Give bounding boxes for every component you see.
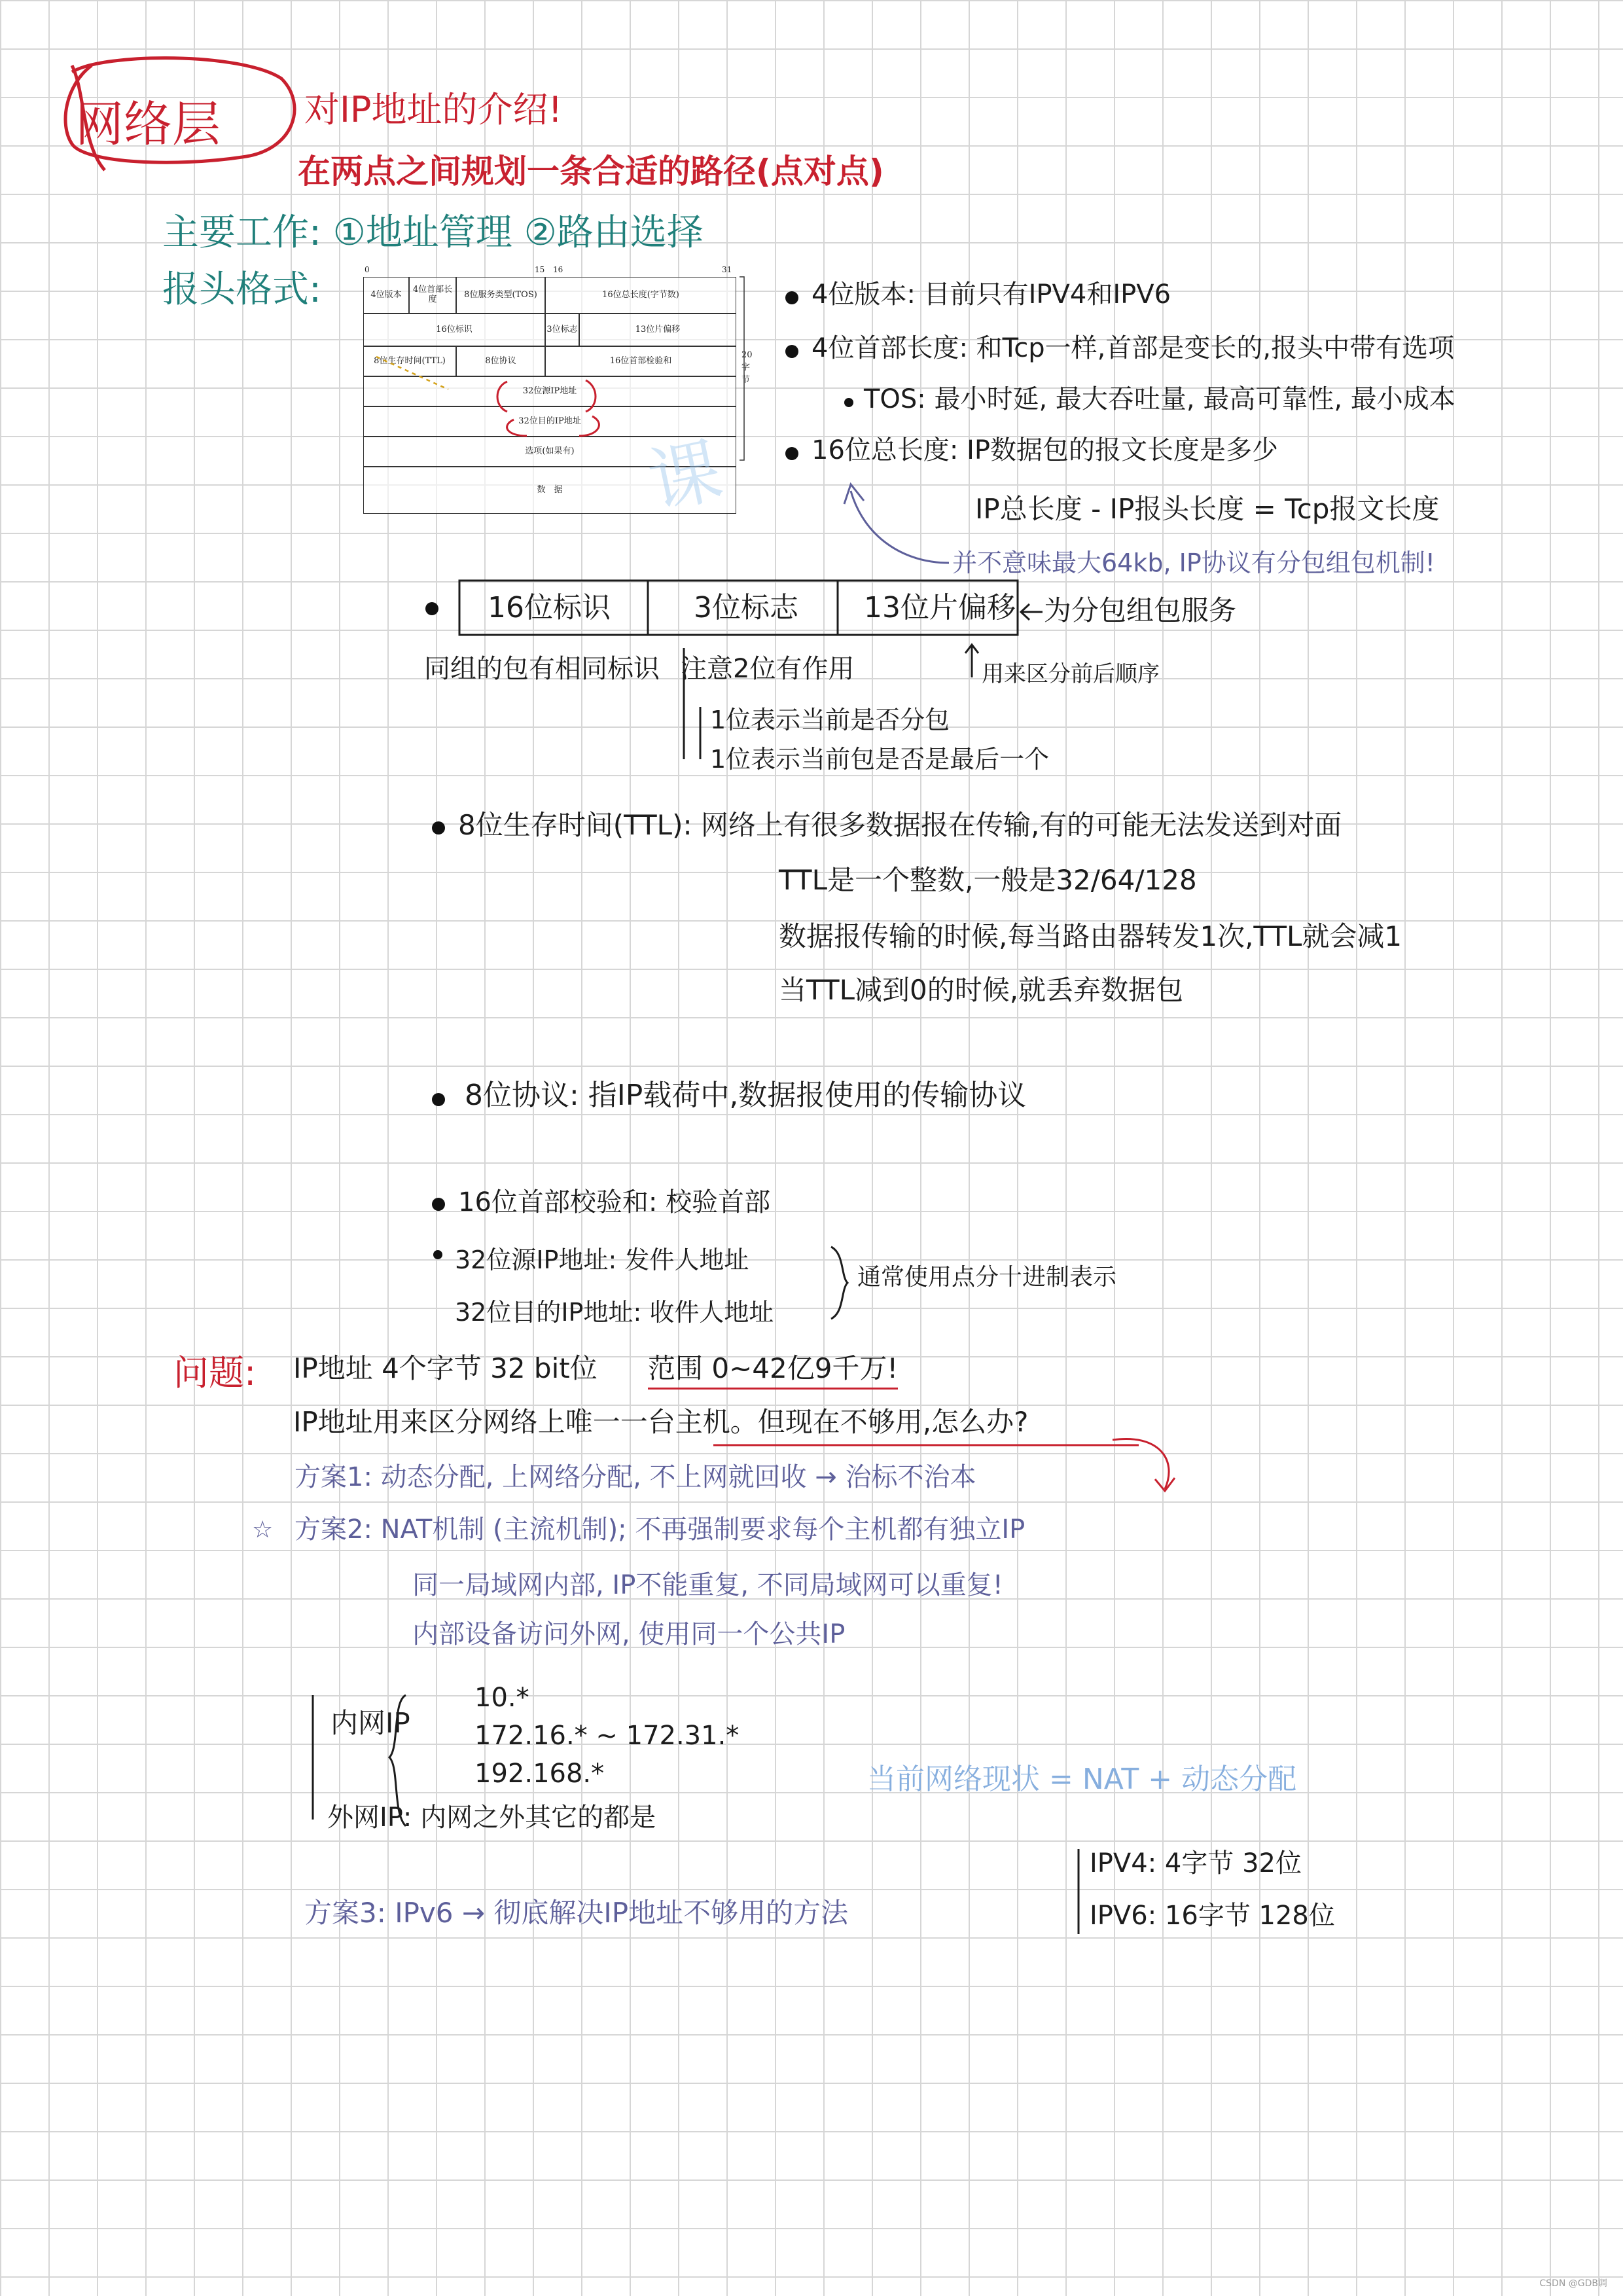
note-flag2: 1位表示当前包是否是最后一个 bbox=[710, 745, 1050, 774]
header-format-label: 报头格式: bbox=[162, 268, 321, 311]
protocol-note: 8位协议: 指IP载荷中,数据报使用的传输协议 bbox=[465, 1079, 1027, 1112]
offset-arrow-up bbox=[962, 641, 982, 681]
inner-ip-b: 172.16.* ~ 172.31.* bbox=[474, 1721, 740, 1751]
cell-total-length: 16位总长度(字节数) bbox=[545, 277, 736, 314]
bullet bbox=[785, 345, 798, 358]
problem-range: 范围 0~42亿9千万! bbox=[648, 1354, 898, 1390]
plan3: 方案3: IPv6 → 彻底解决IP地址不够用的方法 bbox=[304, 1897, 849, 1929]
plan2-head: 方案2: NAT机制 (主流机制); 不再强制要求每个主机都有独立IP bbox=[294, 1515, 1026, 1545]
bullet bbox=[432, 1093, 445, 1106]
bullet bbox=[785, 291, 798, 304]
plan2-star: ☆ bbox=[252, 1516, 274, 1543]
ip-highlight-loops bbox=[488, 374, 618, 433]
frag-flags: 3位标志 bbox=[694, 591, 798, 624]
side-20-bytes: 20字节 bbox=[741, 350, 753, 385]
note-offset: 用来区分前后顺序 bbox=[982, 661, 1160, 687]
dst-ip-note: 32位目的IP地址: 收件人地址 bbox=[455, 1298, 774, 1327]
inner-ip-a: 10.* bbox=[474, 1683, 529, 1713]
cell-header-length: 4位首部长度 bbox=[409, 277, 456, 314]
problem-label: 问题: bbox=[173, 1352, 257, 1393]
title-plan: 在两点之间规划一条合适的路径(点对点) bbox=[298, 152, 884, 190]
plan1-arrow bbox=[1106, 1433, 1185, 1499]
cell-data: 数 据 bbox=[363, 467, 736, 514]
note-tos: TOS: 最小时延, 最大吞吐量, 最高可靠性, 最小成本 bbox=[864, 384, 1455, 414]
bit-31: 31 bbox=[722, 265, 732, 274]
note-flags-effect: 注意2位有作用 bbox=[681, 654, 855, 684]
cell-identification: 16位标识 bbox=[363, 314, 545, 346]
main-work: 主要工作: ①地址管理 ②路由选择 bbox=[162, 211, 704, 254]
problem-text: IP地址 4个字节 32 bit位 bbox=[293, 1352, 597, 1384]
src-ip-note: 32位源IP地址: 发件人地址 bbox=[455, 1246, 749, 1274]
ttl-line2: TTL是一个整数,一般是32/64/128 bbox=[779, 864, 1197, 896]
ttl-line4: 当TTL减到0的时候,就丢弃数据包 bbox=[779, 974, 1184, 1006]
cell-tos: 8位服务类型(TOS) bbox=[456, 277, 545, 314]
cell-flags: 3位标志 bbox=[545, 314, 579, 346]
note-length-formula: IP总长度 - IP报头长度 = Tcp报文长度 bbox=[975, 493, 1440, 525]
note-64kb: 并不意味最大64kb, IP协议有分包组包机制! bbox=[952, 548, 1435, 577]
curved-arrow bbox=[838, 478, 969, 576]
bullet bbox=[425, 602, 438, 615]
watermark-char: 课 bbox=[641, 427, 729, 525]
frag-offset: 13位片偏移 bbox=[864, 591, 1016, 624]
bullet bbox=[785, 447, 798, 460]
bullet bbox=[432, 1198, 445, 1211]
ipv-bracket bbox=[1073, 1846, 1086, 1937]
flags-bracket bbox=[671, 648, 710, 779]
bit-16: 16 bbox=[553, 265, 563, 274]
ttl-line3: 数据报传输的时候,每当路由器转发1次,TTL就会减1 bbox=[779, 920, 1402, 952]
problem-underline bbox=[713, 1440, 1145, 1453]
bullet bbox=[432, 821, 445, 834]
cell-version: 4位版本 bbox=[363, 277, 409, 314]
ttl-dashed-mark bbox=[376, 350, 455, 389]
bit-0: 0 bbox=[365, 265, 370, 274]
note-same-id: 同组的包有相同标识 bbox=[424, 654, 660, 684]
cell-options: 选项(如果有) bbox=[363, 437, 736, 467]
note-header-length: 4位首部长度: 和Tcp一样,首部是变长的,报头中带有选项 bbox=[812, 333, 1455, 363]
inner-ip-c: 192.168.* bbox=[474, 1759, 605, 1789]
ip-repr-note: 通常使用点分十进制表示 bbox=[857, 1264, 1117, 1291]
cell-dst-ip: 32位目的IP地址 bbox=[363, 406, 736, 437]
cell-protocol: 8位协议 bbox=[456, 346, 545, 376]
cell-src-ip: 32位源IP地址 bbox=[363, 376, 736, 406]
inner-ip-label: 内网IP bbox=[330, 1707, 410, 1739]
plan2-line2: 同一局域网内部, IP不能重复, 不同局域网可以重复! bbox=[412, 1570, 1003, 1600]
plan1: 方案1: 动态分配, 上网络分配, 不上网就回收 → 治标不治本 bbox=[294, 1462, 976, 1492]
footer-watermark: CSDN @GDB调 bbox=[1539, 2278, 1607, 2289]
plan2-line3: 内部设备访问外网, 使用同一个公共IP bbox=[412, 1619, 846, 1649]
note-flag1: 1位表示当前是否分包 bbox=[710, 706, 950, 734]
network-status: 当前网络现状 = NAT + 动态分配 bbox=[867, 1763, 1297, 1796]
outer-ip-note: 外网IP: 内网之外其它的都是 bbox=[327, 1803, 656, 1833]
ipv6-note: IPV6: 16字节 128位 bbox=[1090, 1901, 1335, 1931]
side-bracket bbox=[736, 277, 749, 447]
cell-fragment-offset: 13位片偏移 bbox=[579, 314, 736, 346]
problem-line2: IP地址用来区分网络上唯一一台主机。但现在不够用,怎么办? bbox=[293, 1406, 1029, 1438]
title-intro: 对IP地址的介绍! bbox=[304, 89, 563, 130]
bullet bbox=[844, 398, 853, 407]
checksum-note: 16位首部校验和: 校验首部 bbox=[458, 1187, 771, 1217]
frag-identification: 16位标识 bbox=[488, 591, 611, 624]
cell-checksum: 16位首部检验和 bbox=[545, 346, 736, 376]
note-total-length: 16位总长度: IP数据包的报文长度是多少 bbox=[812, 435, 1279, 465]
bullet bbox=[433, 1250, 442, 1259]
title-circled: 网络层 bbox=[75, 96, 221, 152]
frag-arrow-note: 为分包组包服务 bbox=[1044, 594, 1237, 626]
bit-15: 15 bbox=[535, 265, 545, 274]
ip-brace bbox=[828, 1244, 854, 1322]
note-version: 4位版本: 目前只有IPV4和IPV6 bbox=[812, 279, 1171, 310]
cell-ttl: 8位生存时间(TTL) bbox=[363, 346, 456, 376]
arrow-left bbox=[1018, 599, 1044, 625]
ipv4-note: IPV4: 4字节 32位 bbox=[1090, 1848, 1302, 1878]
ttl-head: 8位生存时间(TTL): 网络上有很多数据报在传输,有的可能无法发送到对面 bbox=[458, 809, 1342, 841]
